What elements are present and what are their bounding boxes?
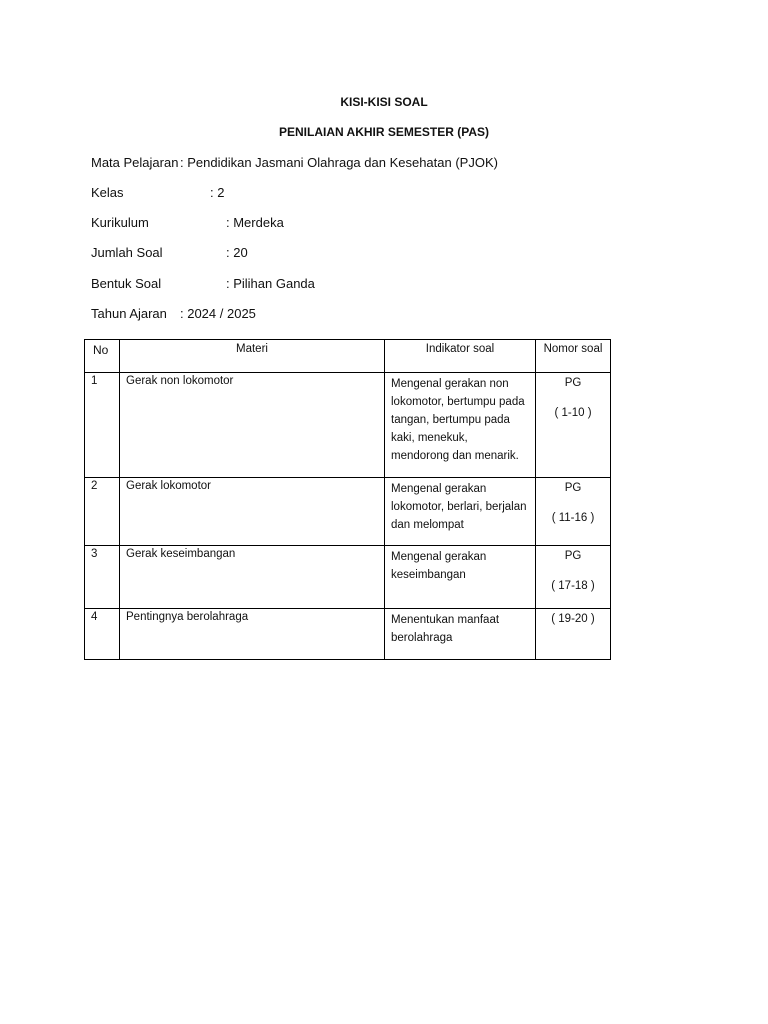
info-label: Kelas	[91, 185, 124, 200]
cell-nomor	[536, 478, 611, 546]
info-value: : Pendidikan Jasmani Olahraga dan Kesehatan (PJOK)	[180, 155, 498, 170]
cell-materi: Gerak keseimbangan	[120, 546, 385, 609]
document-title: KISI-KISI SOAL	[340, 95, 428, 109]
info-value: : Merdeka	[226, 215, 284, 230]
document-subtitle: PENILAIAN AKHIR SEMESTER (PAS)	[278, 125, 489, 139]
table-row	[85, 609, 611, 660]
cell-indikator: Mengenal gerakan keseimbangan	[385, 546, 536, 609]
table-header-row	[85, 340, 611, 373]
cell-nomor	[536, 373, 611, 478]
nomor-range: ( 17-18 )	[551, 580, 595, 592]
info-label: Bentuk Soal	[91, 276, 162, 291]
info-label: Jumlah Soal	[91, 245, 163, 260]
info-value: : 2	[210, 185, 225, 200]
cell-indikator: Mengenal gerakan non lokomotor, bertumpu pada tangan, bertumpu pada kaki, menekuk, mendorong dan menarik.	[385, 373, 536, 478]
cell-materi: Pentingnya berolahraga	[120, 609, 385, 660]
bentuk-soal-label: PG	[564, 482, 582, 494]
bentuk-soal-label: PG	[564, 550, 582, 562]
cell-no: 3	[85, 546, 120, 609]
table-row	[85, 478, 611, 546]
nomor-range: ( 11-16 )	[551, 512, 595, 524]
bentuk-soal-label: PG	[564, 377, 582, 389]
cell-materi: Gerak lokomotor	[120, 478, 385, 546]
kisi-kisi-table	[84, 339, 611, 660]
cell-no: 2	[85, 478, 120, 546]
info-label: Mata Pelajaran	[91, 155, 179, 170]
info-value: : Pilihan Ganda	[226, 276, 315, 291]
header-indikator: Indikator soal	[385, 340, 536, 373]
info-label: Kurikulum	[91, 215, 149, 230]
cell-indikator: Menentukan manfaat berolahraga	[385, 609, 536, 660]
table-row	[85, 373, 611, 478]
table-row	[85, 546, 611, 609]
header-nomor: Nomor soal	[536, 340, 611, 373]
cell-nomor	[536, 546, 611, 609]
info-label: Tahun Ajaran	[91, 306, 167, 321]
info-value: : 2024 / 2025	[180, 306, 256, 321]
header-materi: Materi	[120, 340, 385, 373]
cell-nomor	[536, 609, 611, 660]
cell-no: 1	[85, 373, 120, 478]
info-value: : 20	[226, 245, 248, 260]
header-no: No	[85, 340, 120, 373]
nomor-range: ( 19-20 )	[551, 613, 595, 625]
cell-materi: Gerak non lokomotor	[120, 373, 385, 478]
nomor-range: ( 1-10 )	[554, 407, 592, 419]
cell-indikator: Mengenal gerakan lokomotor, berlari, berjalan dan melompat	[385, 478, 536, 546]
cell-no: 4	[85, 609, 120, 660]
